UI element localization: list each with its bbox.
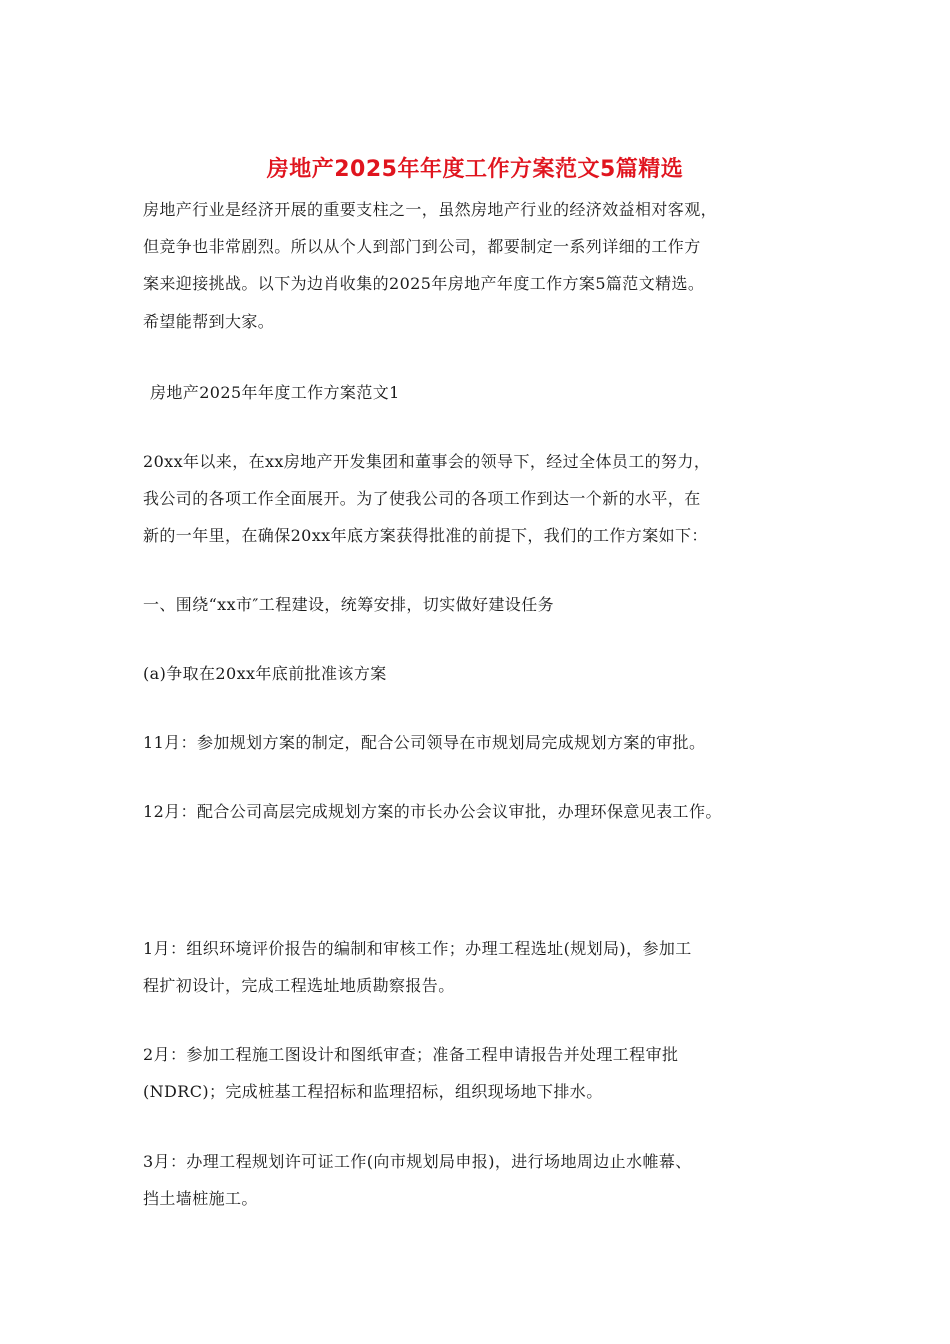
january-entry-line-2: 程扩初设计，完成工程选址地质勘察报告。 bbox=[143, 976, 455, 995]
december-entry: 12月：配合公司高层完成规划方案的市长办公会议审批，办理环保意见表工作。 bbox=[143, 802, 722, 821]
february-entry-line-1: 2月：参加工程施工图设计和图纸审查；准备工程申请报告并处理工程审批 bbox=[143, 1045, 679, 1064]
paragraph-line-2: 我公司的各项工作全面展开。为了使我公司的各项工作到达一个新的水平，在 bbox=[143, 489, 701, 508]
march-entry-line-2: 挡土墙桩施工。 bbox=[143, 1189, 258, 1208]
document-title: 房地产2025年年度工作方案范文5篇精选 bbox=[266, 157, 684, 182]
intro-line-2: 但竞争也非常剧烈。所以从个人到部门到公司，都要制定一系列详细的工作方 bbox=[143, 237, 701, 256]
intro-line-1: 房地产行业是经济开展的重要支柱之一，虽然房地产行业的经济效益相对客观， bbox=[143, 200, 718, 219]
january-entry-line-1: 1月：组织环境评价报告的编制和审核工作；办理工程选址(规划局)，参加工 bbox=[143, 939, 692, 958]
sub-heading: (a)争取在20xx年底前批准该方案 bbox=[143, 664, 387, 683]
paragraph-line-3: 新的一年里，在确保20xx年底方案获得批准的前提下，我们的工作方案如下： bbox=[143, 526, 708, 545]
intro-line-4: 希望能帮到大家。 bbox=[143, 312, 275, 331]
item-heading: 一、围绕“xx市″工程建设，统筹安排，切实做好建设任务 bbox=[143, 595, 555, 614]
february-entry-line-2: (NDRC)；完成桩基工程招标和监理招标，组织现场地下排水。 bbox=[143, 1082, 603, 1101]
november-entry: 11月：参加规划方案的制定，配合公司领导在市规划局完成规划方案的审批。 bbox=[143, 733, 706, 752]
paragraph-line-1: 20xx年以来，在xx房地产开发集团和董事会的领导下，经过全体员工的努力， bbox=[143, 452, 711, 471]
section-heading: 房地产2025年年度工作方案范文1 bbox=[150, 383, 400, 402]
march-entry-line-1: 3月：办理工程规划许可证工作(向市规划局申报)，进行场地周边止水帷幕、 bbox=[143, 1152, 692, 1171]
intro-line-3: 案来迎接挑战。以下为边肖收集的2025年房地产年度工作方案5篇范文精选。 bbox=[143, 274, 705, 293]
